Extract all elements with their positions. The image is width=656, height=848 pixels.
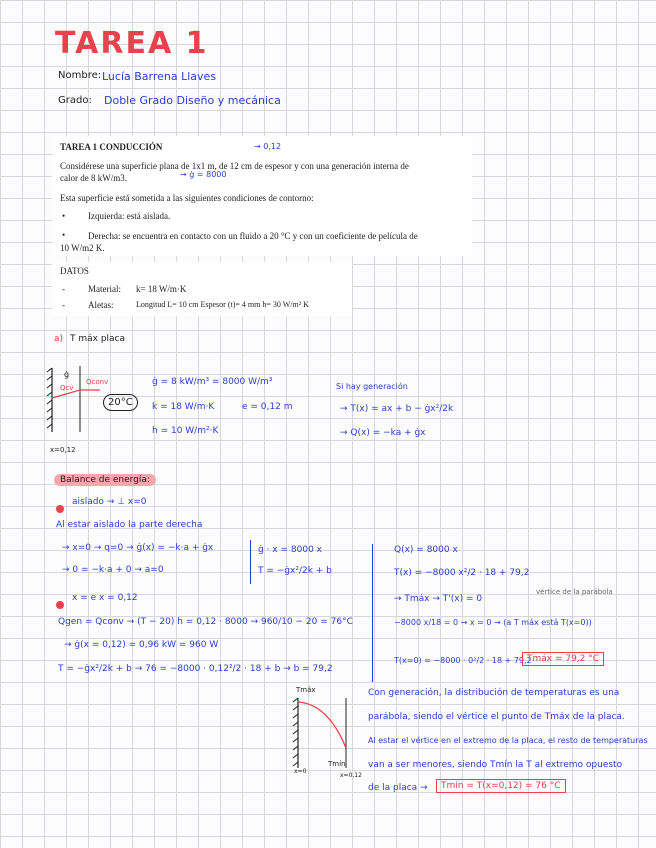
energy-line1: Al estar aislado la parte derecha <box>56 520 203 530</box>
diagram-xe: x=0,12 <box>340 772 362 779</box>
final-p2: parábola, siendo el vértice el punto de Tmáx de la placa. <box>368 712 625 722</box>
bullet-dot <box>56 594 64 613</box>
right4: −8000 x/18 = 0 → x = 0 → (a T máx está T(x=0)) <box>394 618 592 627</box>
datos-dash: - <box>62 284 65 294</box>
energy-eq3: T = −ġx²/2k + b → 76 = −8000 · 0,12²/2 · 18 + b → b = 79,2 <box>58 664 333 674</box>
tmax-result: Tmáx = 79,2 °C <box>522 652 604 666</box>
energy-bullet2: x = e x = 0,12 <box>72 593 138 603</box>
divider <box>372 544 373 682</box>
datos-heading: DATOS <box>60 266 89 276</box>
diagram-tmin-label: Tmín <box>328 760 346 768</box>
diagram-fluid-temp: 20°C <box>103 394 138 411</box>
datos2-value: Longitud L= 10 cm Espesor (t)= 4 mm h= 30 W/m² K <box>136 300 309 309</box>
given-g: ġ = 8 kW/m³ = 8000 W/m³ <box>152 377 273 387</box>
energy-line2: → x=0 → q=0 → ġ(x) = −k·a + ġx <box>62 543 214 553</box>
statement-bullet-mark: • <box>62 230 66 240</box>
right3-note: vértice de la parábola <box>536 588 613 596</box>
wall-hatching <box>293 698 298 768</box>
tmin-result: Tmín = T(x=0,12) = 76 °C <box>436 779 566 793</box>
energy-eq1: Qgen = Qconv → (T − 20) h = 0,12 · 8000 → 960/10 − 20 = 76°C <box>58 617 353 627</box>
energy-result2: T = −ġx²/2k + b <box>258 566 332 576</box>
datos2-label: Aletas: <box>88 300 114 310</box>
datos1-label: Material: <box>88 284 121 294</box>
given-k: k = 18 W/m·K <box>152 402 215 412</box>
right2: T(x) = −8000 x²/2 · 18 + 79,2 <box>394 568 530 578</box>
bracket <box>250 540 251 584</box>
statement-bullet1: Izquierda: está aislada. <box>88 211 171 221</box>
general-title: Si hay generación <box>336 382 408 391</box>
energy-line3: → 0 = −k·a + 0 → a=0 <box>62 565 164 575</box>
datos-dash: - <box>62 300 65 310</box>
final-p4: van a ser menores, siendo Tmín la T al extremo opuesto <box>368 760 623 770</box>
energy-eq2: → ġ(x = 0,12) = 0,96 kW = 960 W <box>64 640 219 650</box>
diagram-tmax-label: Tmáx <box>296 686 316 694</box>
name-label: Nombre: <box>58 70 102 81</box>
datos1-value: k= 18 W/m·K <box>136 284 187 294</box>
right1: Q(x) = 8000 x <box>394 545 458 555</box>
final-p5: de la placa → <box>368 783 428 793</box>
given-h: h = 10 W/m²·K <box>152 426 219 436</box>
bullet-dot <box>56 498 64 517</box>
statement-annotation-g: → ġ = 8000 <box>180 170 227 179</box>
statement-bullet-mark: • <box>62 211 66 221</box>
part-a-heading: T máx placa <box>70 334 126 344</box>
final-p3: Al estar el vértice en el extremo de la placa, el resto de temperaturas <box>368 736 648 745</box>
wall-hatching <box>47 368 52 432</box>
energy-bullet1: aislado → ⊥ x=0 <box>72 497 147 507</box>
statement-bullet2: Derecha: se encuentra en contacto con un fluido a 20 °C y con un coeficiente de película de 10 W/m2 K. <box>60 231 418 253</box>
diagram-x0: x=0 <box>294 768 307 775</box>
final-p1: Con generación, la distribución de temperaturas es una <box>368 688 620 698</box>
statement-p1: Considérese una superficie plana de 1x1 m, de 12 cm de espesor y con una generación interna de calor de 8 kW/m3. <box>60 161 409 183</box>
energy-result1: ġ · x = 8000 x <box>258 545 322 555</box>
name-value: Lucía Barrena Llaves <box>102 70 217 83</box>
statement-p2: Esta superficie está sometida a las siguientes condiciones de contorno: <box>60 193 314 203</box>
energy-heading: Balance de energía: <box>54 474 156 486</box>
general-T: → T(x) = ax + b − ġx²/2k <box>340 404 454 414</box>
page-title: TAREA 1 <box>55 26 209 61</box>
diagram-qcond: Qcv <box>60 384 74 392</box>
statement-annotation-top: → 0,12 <box>254 142 282 151</box>
degree-label: Grado: <box>58 95 92 106</box>
given-e: e = 0,12 m <box>242 402 293 412</box>
right5: T(x=0) = −8000 · 0²/2 · 18 + 79,2 <box>394 656 532 665</box>
right3: → Tmáx → T'(x) = 0 <box>394 594 483 604</box>
statement-heading: TAREA 1 CONDUCCIÓN <box>60 142 163 152</box>
diagram-x-label: x=0,12 <box>50 446 76 454</box>
part-a-label: a) <box>54 334 64 344</box>
diagram-qconv: Qconv <box>86 378 109 386</box>
degree-value: Doble Grado Diseño y mecánica <box>104 94 281 107</box>
diagram-g-label: ġ <box>64 370 70 379</box>
general-Q: → Q(x) = −ka + ġx <box>340 428 426 438</box>
